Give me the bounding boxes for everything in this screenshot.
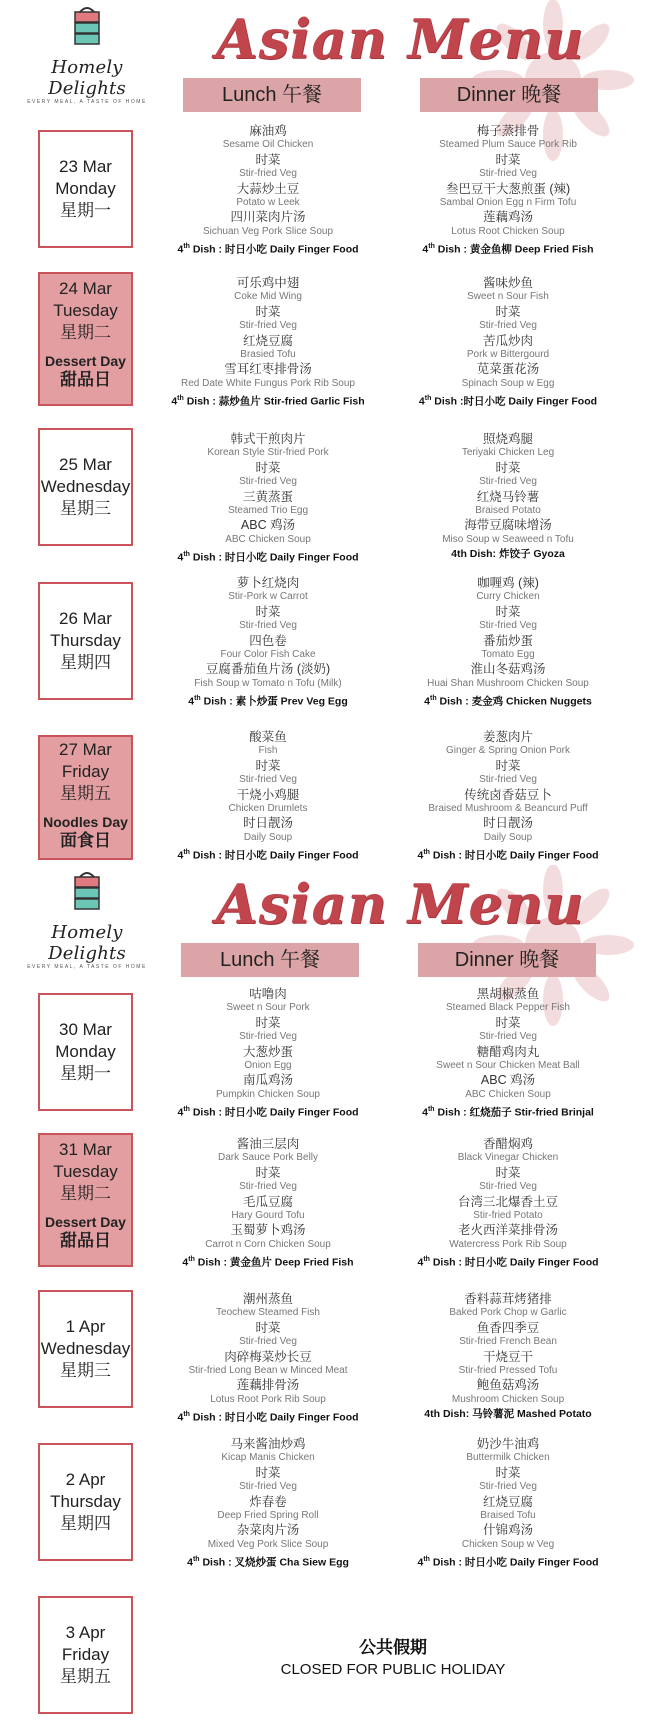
fourth-dish: 4th Dish : 时日小吃 Daily Finger Food xyxy=(417,1556,599,1569)
dish-veg-en: Stir-fried French Bean xyxy=(459,1336,557,1348)
dinner-menu-31-mar xyxy=(383,1137,633,1271)
public-holiday-notice xyxy=(243,1637,543,1681)
tiffin-carrier-icon xyxy=(70,6,104,50)
dish-veg-zh: 时菜 xyxy=(495,604,521,619)
dinner-menu-24-mar xyxy=(383,276,633,410)
day-card-27-mar xyxy=(38,735,133,860)
day-card-30-mar xyxy=(38,993,133,1111)
day-weekday: Friday xyxy=(61,1645,110,1664)
dish-main-en: Teriyaki Chicken Leg xyxy=(461,447,555,459)
page-title: Asian Menu xyxy=(215,872,585,936)
day-date: 27 Mar xyxy=(59,740,112,759)
day-date: 26 Mar xyxy=(59,609,112,628)
dish-soup-en: Mushroom Chicken Soup xyxy=(451,1393,565,1405)
dish-main-zh: 照烧鸡腿 xyxy=(482,432,533,446)
dish-side-en: Sweet n Sour Chicken Meat Ball xyxy=(436,1060,580,1072)
special-day-label-zh: 面食日 xyxy=(60,831,111,850)
dish-side-zh: 红烧马铃薯 xyxy=(476,489,540,504)
day-weekday-zh: 星期二 xyxy=(60,1184,111,1203)
dish-veg-zh: 时菜 xyxy=(495,758,521,773)
dish-veg-zh: 时菜 xyxy=(255,1320,281,1335)
day-card-24-mar xyxy=(38,272,133,406)
dish-main-en: Sweet n Sour Fish xyxy=(467,291,549,303)
brand-tagline: EVERY MEAL, A TASTE OF HOME xyxy=(27,99,147,105)
dish-veg-en: Stir-fried Veg xyxy=(479,476,537,488)
fourth-dish: 4th Dish : 蒜炒鱼片 Stir-fried Garlic Fish xyxy=(171,395,365,408)
brand-tagline: EVERY MEAL, A TASTE OF HOME xyxy=(27,964,147,970)
dish-soup-zh: 时日靓汤 xyxy=(482,816,533,831)
dish-veg-en: Stir-fried Veg xyxy=(479,1031,537,1043)
dish-main-zh: 香料蒜茸烤猪排 xyxy=(464,1292,552,1306)
dish-veg-zh: 时菜 xyxy=(255,1015,281,1030)
dish-soup-zh: 莲藕排骨汤 xyxy=(236,1378,300,1393)
dish-soup-en: Miso Soup w Seaweed n Tofu xyxy=(442,533,574,545)
special-day-label-zh: 甜品日 xyxy=(60,370,111,389)
day-card-23-mar xyxy=(38,130,133,248)
dish-side-en: Stir-fried Potato xyxy=(473,1210,543,1222)
dish-side-en: Braised Mushroom & Beancurd Puff xyxy=(428,803,588,815)
dish-side-en: Braised Potato xyxy=(475,505,541,517)
dish-side-zh: 红烧豆腐 xyxy=(482,1494,533,1509)
dish-main-en: Stir-Pork w Carrot xyxy=(228,591,308,603)
dish-soup-zh: 老火西洋菜排骨汤 xyxy=(457,1223,558,1238)
dish-soup-zh: 莲藕鸡汤 xyxy=(482,210,533,225)
dish-side-zh: 大葱炒蛋 xyxy=(242,1044,293,1059)
dish-side-en: Stir-fried Pressed Tofu xyxy=(458,1365,558,1377)
day-weekday: Monday xyxy=(55,1042,116,1061)
day-weekday-zh: 星期五 xyxy=(60,784,111,803)
dish-soup-en: Huai Shan Mushroom Chicken Soup xyxy=(427,677,589,689)
dish-veg-zh: 时菜 xyxy=(255,604,281,619)
dish-soup-zh: ABC 鸡汤 xyxy=(480,1073,536,1088)
dish-side-zh: 三黄蒸蛋 xyxy=(242,489,293,504)
dish-main-zh: 酱味炒鱼 xyxy=(482,276,533,290)
dish-soup-en: Sichuan Veg Pork Slice Soup xyxy=(202,225,334,237)
dinner-menu-27-mar xyxy=(383,730,633,864)
fourth-dish: 4th Dish : 麦金鸡 Chicken Nuggets xyxy=(424,695,592,708)
dish-soup-zh: 四川菜肉片汤 xyxy=(230,210,306,225)
day-weekday-zh: 星期三 xyxy=(60,499,111,518)
day-weekday: Friday xyxy=(61,762,110,781)
dish-side-zh: 番茄炒蛋 xyxy=(482,633,533,648)
dish-main-zh: 咕噜肉 xyxy=(249,987,287,1001)
dinner-menu-1-apr xyxy=(383,1292,633,1422)
dish-veg-zh: 时菜 xyxy=(495,460,521,475)
dish-soup-en: Mixed Veg Pork Slice Soup xyxy=(207,1538,329,1550)
fourth-dish: 4th Dish : 时日小吃 Daily Finger Food xyxy=(177,551,359,564)
day-weekday-zh: 星期二 xyxy=(60,323,111,342)
dish-main-en: Curry Chicken xyxy=(476,591,540,603)
dish-side-en: Steamed Trio Egg xyxy=(227,505,309,517)
dish-side-en: Four Color Fish Cake xyxy=(220,649,316,661)
dish-soup-zh: 豆腐番茄鱼片汤 (淡奶) xyxy=(205,662,331,677)
fourth-dish: 4th Dish : 黄金鱼片 Deep Fried Fish xyxy=(182,1256,354,1269)
dish-soup-en: ABC Chicken Soup xyxy=(225,533,311,545)
dish-main-en: Coke Mid Wing xyxy=(234,291,302,303)
dish-soup-zh: 时日靓汤 xyxy=(242,816,293,831)
brand-name: Homely Delights xyxy=(48,922,126,964)
dish-veg-en: Stir-fried Veg xyxy=(479,320,537,332)
day-weekday: Wednesday xyxy=(40,1339,131,1358)
special-day-label-zh: 甜品日 xyxy=(60,1231,111,1250)
dish-soup-zh: 什锦鸡汤 xyxy=(482,1523,533,1538)
dish-main-en: Teochew Steamed Fish xyxy=(216,1307,320,1319)
dish-main-zh: 马来酱油炒鸡 xyxy=(230,1437,306,1451)
dinner-menu-23-mar xyxy=(383,124,633,258)
dish-side-zh: 糖醋鸡肉丸 xyxy=(476,1044,540,1059)
dinner-menu-30-mar xyxy=(383,987,633,1121)
dish-soup-en: Daily Soup xyxy=(243,831,293,843)
dish-side-zh: 肉碎梅菜炒长豆 xyxy=(224,1349,312,1364)
dish-side-zh: 台湾三北爆香土豆 xyxy=(457,1194,558,1209)
fourth-dish: 4th Dish :时日小吃 Daily Finger Food xyxy=(418,395,598,408)
dish-soup-en: Fish Soup w Tomato n Tofu (Milk) xyxy=(194,677,342,689)
dish-main-zh: 黑胡椒蒸鱼 xyxy=(476,987,540,1001)
dish-soup-zh: 淮山冬菇鸡汤 xyxy=(470,662,546,677)
day-weekday-zh: 星期一 xyxy=(60,201,111,220)
dish-side-zh: 炸春卷 xyxy=(249,1494,287,1509)
day-card-26-mar xyxy=(38,582,133,700)
day-weekday: Wednesday xyxy=(40,477,131,496)
brand-logo xyxy=(12,6,162,105)
fourth-dish: 4th Dish : 时日小吃 Daily Finger Food xyxy=(417,1256,599,1269)
day-card-25-mar xyxy=(38,428,133,546)
dish-main-zh: 潮州蒸鱼 xyxy=(242,1292,293,1306)
day-weekday-zh: 星期四 xyxy=(60,653,111,672)
day-card-2-apr xyxy=(38,1443,133,1561)
dish-main-en: Steamed Plum Sauce Pork Rib xyxy=(439,139,577,151)
lunch-menu-30-mar xyxy=(143,987,393,1121)
fourth-dish: 4th Dish : 时日小吃 Daily Finger Food xyxy=(177,849,359,862)
dish-side-en: Tomato Egg xyxy=(481,649,535,661)
lunch-menu-23-mar xyxy=(143,124,393,258)
tiffin-carrier-icon xyxy=(70,871,104,915)
dish-main-zh: 香醋焖鸡 xyxy=(482,1137,533,1151)
day-weekday-zh: 星期三 xyxy=(60,1361,111,1380)
dish-main-zh: 麻油鸡 xyxy=(249,124,287,138)
dish-main-zh: 梅子蒸排骨 xyxy=(476,124,540,138)
day-weekday: Monday xyxy=(55,179,116,198)
dish-side-en: Hary Gourd Tofu xyxy=(231,1210,305,1222)
dish-veg-en: Stir-fried Veg xyxy=(479,774,537,786)
dish-main-zh: 可乐鸡中翅 xyxy=(236,276,300,290)
dish-soup-en: Carrot n Corn Chicken Soup xyxy=(205,1238,331,1250)
fourth-dish: 4th Dish : 时日小吃 Daily Finger Food xyxy=(177,1411,359,1424)
dish-veg-en: Stir-fried Veg xyxy=(479,620,537,632)
day-weekday-zh: 星期五 xyxy=(60,1667,111,1686)
lunch-menu-2-apr xyxy=(143,1437,393,1571)
dish-veg-zh: 时菜 xyxy=(255,304,281,319)
fourth-dish: 4th Dish : 时日小吃 Daily Finger Food xyxy=(177,1106,359,1119)
day-date: 24 Mar xyxy=(59,279,112,298)
dish-veg-en: Stir-fried Veg xyxy=(239,320,297,332)
dish-side-en: Deep Fried Spring Roll xyxy=(217,1510,319,1522)
dish-side-zh: 红烧豆腐 xyxy=(242,333,293,348)
dish-main-en: Dark Sauce Pork Belly xyxy=(217,1152,319,1164)
dish-veg-zh: 时菜 xyxy=(255,460,281,475)
fourth-dish: 4th Dish : 时日小吃 Daily Finger Food xyxy=(177,243,359,256)
dish-main-en: Steamed Black Pepper Fish xyxy=(446,1002,570,1014)
dish-veg-zh: 时菜 xyxy=(495,1165,521,1180)
day-date: 31 Mar xyxy=(59,1140,112,1159)
special-day-label: Noodles Day xyxy=(43,814,128,830)
day-card-3-apr xyxy=(38,1596,133,1714)
lunch-menu-25-mar xyxy=(143,432,393,566)
page-title: Asian Menu xyxy=(215,7,585,71)
dinner-menu-2-apr xyxy=(383,1437,633,1571)
dish-soup-en: Chicken Soup w Veg xyxy=(461,1538,555,1550)
dish-veg-zh: 时菜 xyxy=(255,1465,281,1480)
dish-side-zh: 四色卷 xyxy=(249,633,287,648)
dish-soup-en: Red Date White Fungus Pork Rib Soup xyxy=(181,377,355,389)
lunch-menu-27-mar xyxy=(143,730,393,864)
dish-veg-en: Stir-fried Veg xyxy=(239,774,297,786)
dish-veg-en: Stir-fried Veg xyxy=(239,1481,297,1493)
lunch-menu-1-apr xyxy=(143,1292,393,1426)
dish-soup-zh: 海带豆腐味增汤 xyxy=(464,518,552,533)
brand-logo xyxy=(12,871,162,970)
day-date: 23 Mar xyxy=(59,157,112,176)
day-card-31-mar xyxy=(38,1133,133,1267)
special-day-label: Dessert Day xyxy=(45,1214,126,1230)
dish-soup-zh: 鲍鱼菇鸡汤 xyxy=(476,1378,540,1393)
dish-side-en: Onion Egg xyxy=(244,1060,292,1072)
dish-side-en: Braised Tofu xyxy=(480,1510,536,1522)
dish-soup-zh: 杂菜肉片汤 xyxy=(236,1523,300,1538)
dish-soup-zh: ABC 鸡汤 xyxy=(240,518,296,533)
lunch-menu-26-mar xyxy=(143,576,393,710)
day-date: 1 Apr xyxy=(65,1317,106,1336)
special-day-label: Dessert Day xyxy=(45,353,126,369)
dinner-menu-26-mar xyxy=(383,576,633,710)
dish-main-en: Buttermilk Chicken xyxy=(466,1452,550,1464)
dish-veg-en: Stir-fried Veg xyxy=(239,1181,297,1193)
fourth-dish: 4th Dish : 黄金鱼柳 Deep Fried Fish xyxy=(422,243,594,256)
dish-side-en: Sambal Onion Egg n Firm Tofu xyxy=(439,197,577,209)
dish-main-zh: 姜葱肉片 xyxy=(482,730,533,744)
lunch-column-header: Lunch 午餐 xyxy=(183,78,361,112)
dish-veg-zh: 时菜 xyxy=(255,1165,281,1180)
fourth-dish: 4th Dish: 马铃薯泥 Mashed Potato xyxy=(424,1408,592,1421)
holiday-label-en: CLOSED FOR PUBLIC HOLIDAY xyxy=(280,1661,506,1678)
dish-veg-en: Stir-fried Veg xyxy=(239,1336,297,1348)
dish-main-zh: 酱油三层肉 xyxy=(236,1137,300,1151)
day-date: 25 Mar xyxy=(59,455,112,474)
dish-main-en: Ginger & Spring Onion Pork xyxy=(446,745,570,757)
dish-side-en: Stir-fried Long Bean w Minced Meat xyxy=(188,1365,348,1377)
dish-veg-zh: 时菜 xyxy=(255,758,281,773)
lunch-column-header: Lunch 午餐 xyxy=(181,943,359,977)
dish-veg-zh: 鱼香四季豆 xyxy=(476,1320,540,1335)
dish-veg-en: Stir-fried Veg xyxy=(479,1181,537,1193)
dish-side-zh: 大蒜炒土豆 xyxy=(236,181,300,196)
dish-main-en: Kicap Manis Chicken xyxy=(221,1452,315,1464)
dish-side-en: Brasied Tofu xyxy=(240,349,296,361)
dish-side-zh: 干烧小鸡腿 xyxy=(236,787,300,802)
dish-veg-en: Stir-fried Veg xyxy=(239,1031,297,1043)
fourth-dish: 4th Dish : 时日小吃 Daily Finger Food xyxy=(417,849,599,862)
dish-main-en: Sesame Oil Chicken xyxy=(222,139,314,151)
dish-soup-zh: 玉蜀萝卜鸡汤 xyxy=(230,1223,306,1238)
dish-veg-en: Stir-fried Veg xyxy=(479,1481,537,1493)
dish-main-en: Fish xyxy=(258,745,278,757)
brand-name: Homely Delights xyxy=(48,57,126,99)
dinner-column-header: Dinner 晚餐 xyxy=(418,943,596,977)
dish-main-en: Black Vinegar Chicken xyxy=(457,1152,559,1164)
dish-soup-en: Spinach Soup w Egg xyxy=(461,377,555,389)
dish-veg-zh: 时菜 xyxy=(255,152,281,167)
dish-main-en: Baked Pork Chop w Garlic xyxy=(449,1307,567,1319)
dish-side-zh: 苦瓜炒肉 xyxy=(482,333,533,348)
dish-main-zh: 韩式干煎肉片 xyxy=(230,432,306,446)
dish-main-zh: 奶沙牛油鸡 xyxy=(476,1437,540,1451)
menu-page-2 xyxy=(0,865,651,1724)
dish-side-en: Potato w Leek xyxy=(236,197,300,209)
fourth-dish: 4th Dish : 素卜炒蛋 Prev Veg Egg xyxy=(188,695,348,708)
lunch-menu-24-mar xyxy=(143,276,393,410)
dish-main-en: Korean Style Stir-fried Pork xyxy=(207,447,329,459)
dish-side-en: Pork w Bittergourd xyxy=(466,349,550,361)
day-weekday: Tuesday xyxy=(53,301,118,320)
dish-veg-en: Stir-fried Veg xyxy=(239,620,297,632)
dish-main-zh: 咖喱鸡 (辣) xyxy=(477,576,539,590)
day-card-1-apr xyxy=(38,1290,133,1408)
dish-side-zh: 毛瓜豆腐 xyxy=(242,1194,293,1209)
dish-main-zh: 酸菜鱼 xyxy=(249,730,287,744)
day-weekday: Tuesday xyxy=(53,1162,118,1181)
day-weekday-zh: 星期一 xyxy=(60,1064,111,1083)
day-date: 30 Mar xyxy=(59,1020,112,1039)
dish-soup-en: Daily Soup xyxy=(483,831,533,843)
dish-soup-zh: 苋菜蛋花汤 xyxy=(476,362,540,377)
dish-side-zh: 叁巴豆干大葱煎蛋 (辣) xyxy=(445,181,571,196)
day-weekday: Thursday xyxy=(50,1492,121,1511)
dish-main-en: Sweet n Sour Pork xyxy=(226,1002,310,1014)
fourth-dish: 4th Dish : 叉烧炒蛋 Cha Siew Egg xyxy=(187,1556,349,1569)
day-weekday-zh: 星期四 xyxy=(60,1514,111,1533)
dish-soup-zh: 南瓜鸡汤 xyxy=(242,1073,293,1088)
dish-veg-en: Stir-fried Veg xyxy=(239,168,297,180)
dish-soup-en: ABC Chicken Soup xyxy=(465,1088,551,1100)
day-weekday: Thursday xyxy=(50,631,121,650)
dish-side-zh: 干烧豆干 xyxy=(482,1349,533,1364)
dish-soup-en: Pumpkin Chicken Soup xyxy=(216,1088,320,1100)
dish-veg-en: Stir-fried Veg xyxy=(239,476,297,488)
dish-veg-zh: 时菜 xyxy=(495,304,521,319)
dish-soup-en: Watercress Pork Rib Soup xyxy=(449,1238,567,1250)
dish-main-zh: 萝卜红烧肉 xyxy=(236,576,300,590)
dish-soup-en: Lotus Root Chicken Soup xyxy=(451,225,565,237)
lunch-menu-31-mar xyxy=(143,1137,393,1271)
fourth-dish: 4th Dish : 红烧茄子 Stir-fried Brinjal xyxy=(422,1106,594,1119)
dish-soup-en: Lotus Root Pork Rib Soup xyxy=(210,1393,326,1405)
dish-veg-zh: 时菜 xyxy=(495,1465,521,1480)
fourth-dish: 4th Dish: 炸饺子 Gyoza xyxy=(451,548,565,561)
dinner-column-header: Dinner 晚餐 xyxy=(420,78,598,112)
day-date: 2 Apr xyxy=(65,1470,106,1489)
dish-side-zh: 传统卤香菇豆卜 xyxy=(464,787,552,802)
dish-soup-zh: 雪耳红枣排骨汤 xyxy=(224,362,312,377)
day-date: 3 Apr xyxy=(65,1623,106,1642)
holiday-label-zh: 公共假期 xyxy=(359,1638,427,1657)
dish-side-en: Chicken Drumlets xyxy=(228,803,308,815)
dish-veg-en: Stir-fried Veg xyxy=(479,168,537,180)
dish-veg-zh: 时菜 xyxy=(495,152,521,167)
dinner-menu-25-mar xyxy=(383,432,633,562)
dish-veg-zh: 时菜 xyxy=(495,1015,521,1030)
